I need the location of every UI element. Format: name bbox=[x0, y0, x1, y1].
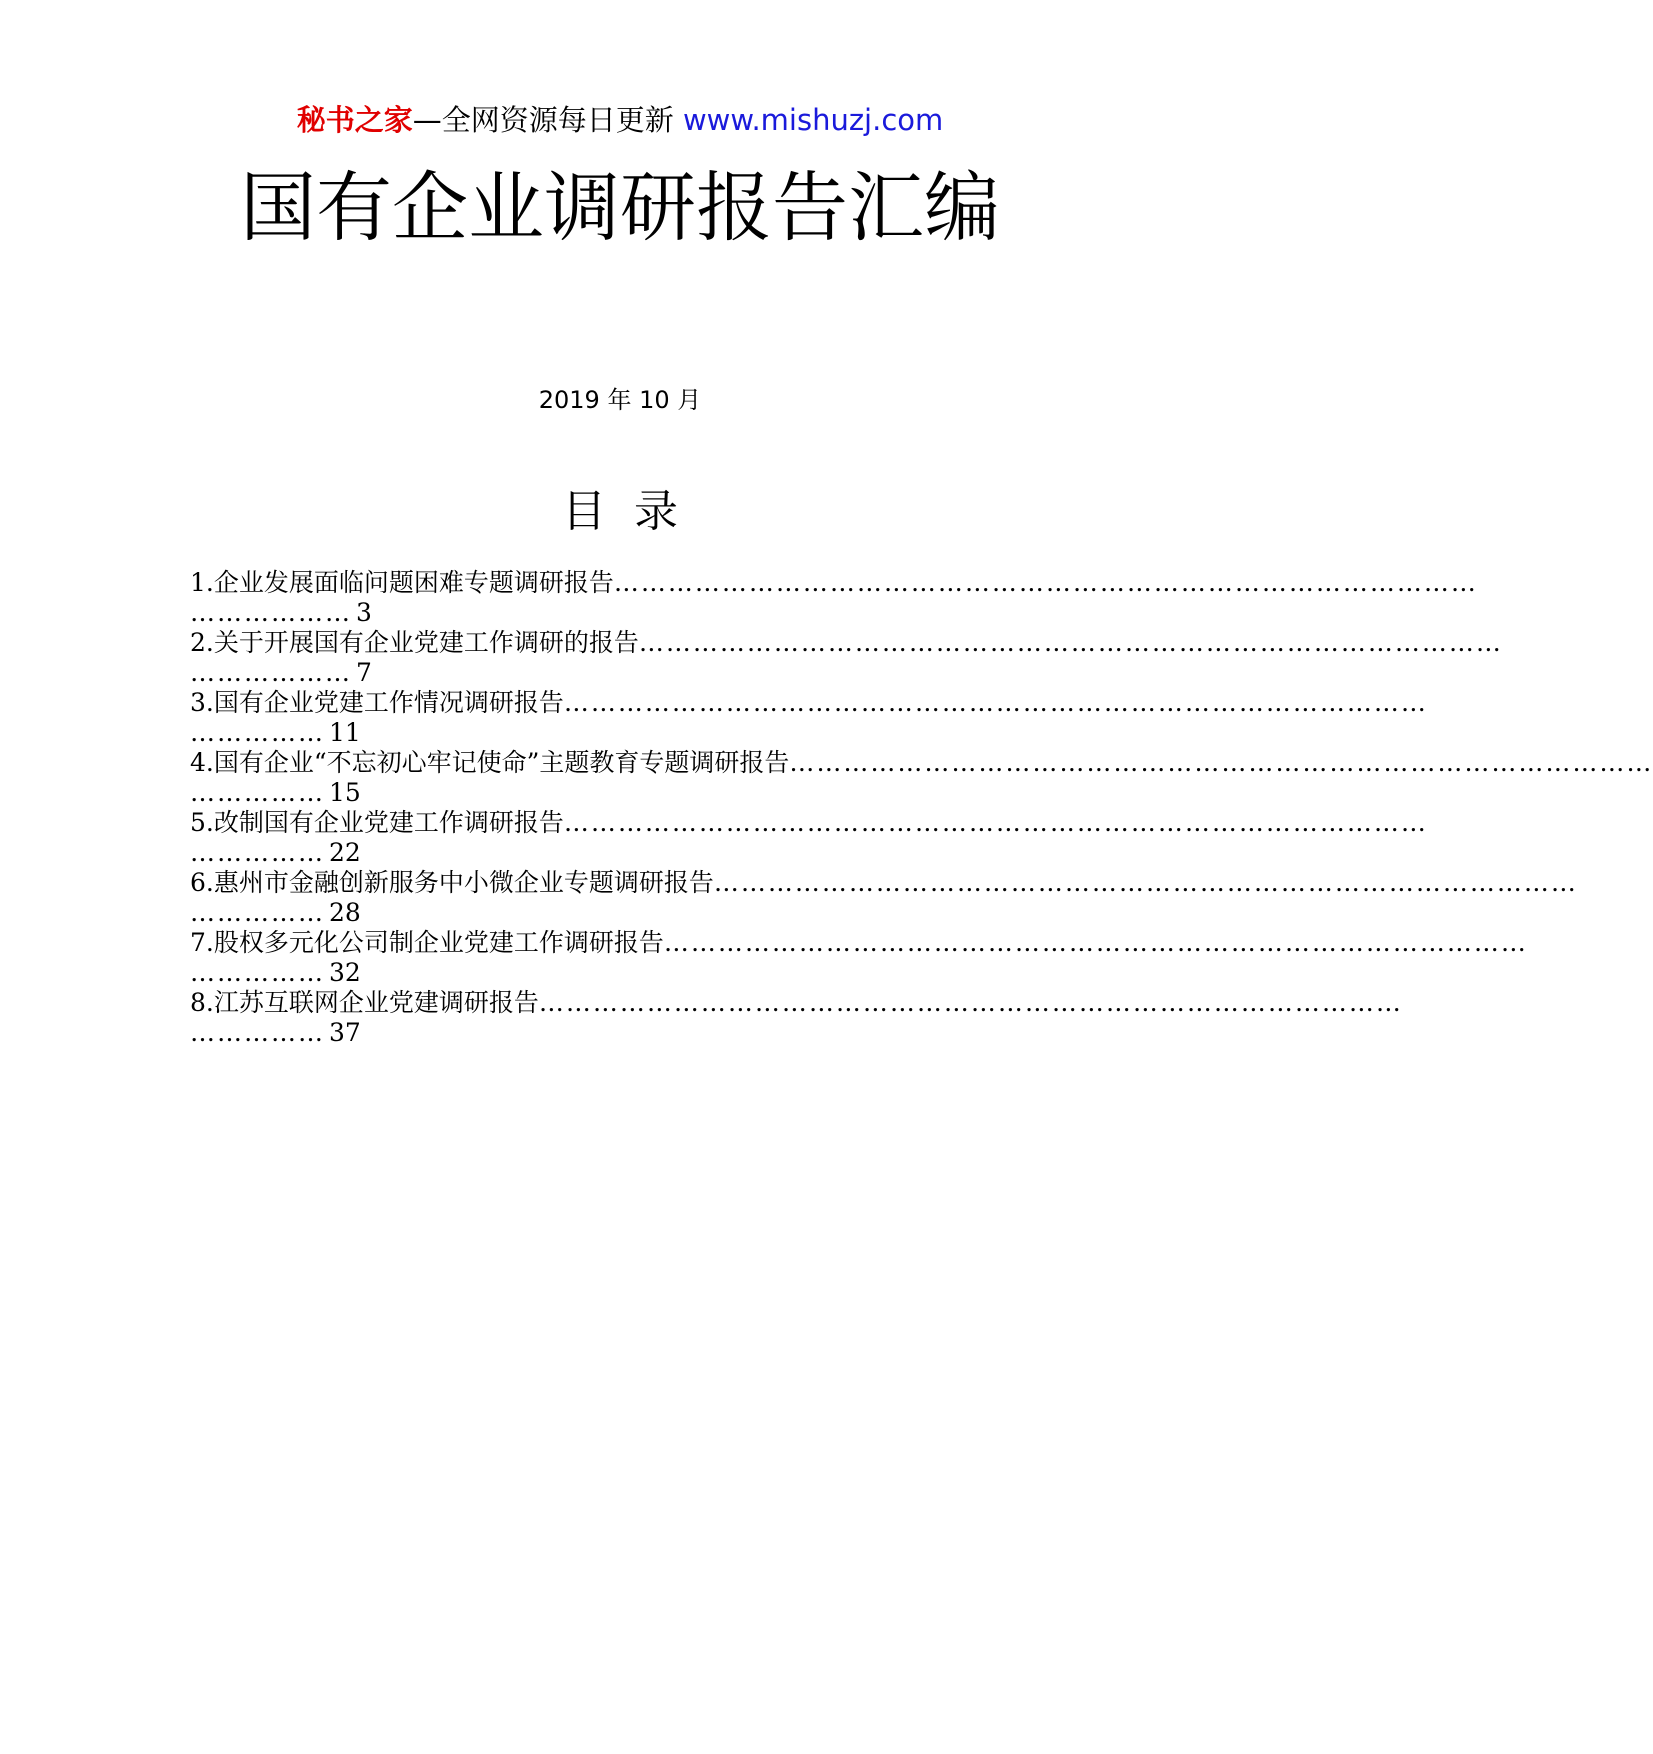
toc-item-continuation bbox=[190, 898, 1040, 928]
toc-item-page: 11 bbox=[329, 718, 361, 747]
toc-dot-leader: …………………………………………………………………………………… bbox=[563, 808, 1428, 837]
document-title: 国有企业调研报告汇编 bbox=[240, 163, 1000, 252]
toc-dot-leader: …………………………………………………………………………………… bbox=[638, 628, 1503, 657]
toc-dot-leader: …………………………………………………………………………………… bbox=[538, 988, 1403, 1017]
toc-item-title: 5.改制国有企业党建工作调研报告 bbox=[190, 808, 564, 837]
toc-item-page: 3 bbox=[356, 598, 372, 627]
site-brand: 秘书之家 bbox=[296, 103, 413, 137]
toc-item-page: 28 bbox=[329, 898, 361, 927]
toc-item-line bbox=[190, 748, 1653, 778]
toc-item-continuation bbox=[190, 958, 1040, 988]
toc-item-continuation bbox=[190, 1018, 1040, 1048]
toc-item-title: 6.惠州市金融创新服务中小微企业专题调研报告 bbox=[190, 868, 714, 897]
toc-dot-leader-continued: …………… bbox=[190, 958, 325, 987]
toc-dot-leader: …………………………………………………………………………………… bbox=[789, 748, 1653, 777]
toc-item-title: 8.江苏互联网企业党建调研报告 bbox=[190, 988, 539, 1017]
toc-item-title: 3.国有企业党建工作情况调研报告 bbox=[190, 688, 564, 717]
toc-item-line bbox=[190, 688, 1428, 718]
toc-item[interactable] bbox=[190, 868, 1578, 928]
toc-dot-leader-continued: ……………… bbox=[190, 658, 352, 687]
toc-item-continuation bbox=[190, 658, 1040, 688]
toc-item-title: 7.股权多元化公司制企业党建工作调研报告 bbox=[190, 928, 664, 957]
toc-dot-leader: …………………………………………………………………………………… bbox=[613, 568, 1478, 597]
toc-item-line bbox=[190, 868, 1578, 898]
document-date: 2019 年 10 月 bbox=[538, 386, 702, 414]
toc-item-title: 2.关于开展国有企业党建工作调研的报告 bbox=[190, 628, 639, 657]
toc-dot-leader-continued: …………… bbox=[190, 1018, 325, 1047]
toc-item[interactable] bbox=[190, 748, 1653, 808]
toc-item-continuation bbox=[190, 778, 1040, 808]
site-url-link[interactable]: www.mishuzj.com bbox=[682, 103, 944, 137]
site-header bbox=[0, 100, 1240, 140]
toc-item-continuation bbox=[190, 718, 1040, 748]
toc-item-title: 1.企业发展面临问题困难专题调研报告 bbox=[190, 568, 614, 597]
toc-item-line bbox=[190, 928, 1528, 958]
toc-item-line bbox=[190, 988, 1403, 1018]
toc-item[interactable] bbox=[190, 688, 1428, 748]
toc-item-line bbox=[190, 628, 1503, 658]
toc-item-line bbox=[190, 808, 1428, 838]
toc-item-page: 37 bbox=[329, 1018, 361, 1047]
toc-item[interactable] bbox=[190, 568, 1478, 628]
toc-item-page: 32 bbox=[329, 958, 361, 987]
toc-dot-leader: …………………………………………………………………………………… bbox=[563, 688, 1428, 717]
toc-item-page: 15 bbox=[329, 778, 361, 807]
toc-item-page: 22 bbox=[329, 838, 361, 867]
toc-item-continuation bbox=[190, 598, 1040, 628]
toc-item-title: 4.国有企业“不忘初心牢记使命”主题教育专题调研报告 bbox=[190, 748, 790, 777]
toc-dot-leader-continued: ……………… bbox=[190, 598, 352, 627]
toc-item[interactable] bbox=[190, 928, 1528, 988]
toc-item[interactable] bbox=[190, 628, 1503, 688]
toc-dot-leader-continued: …………… bbox=[190, 898, 325, 927]
toc-dot-leader-continued: …………… bbox=[190, 718, 325, 747]
toc-dot-leader-continued: …………… bbox=[190, 838, 325, 867]
toc-item[interactable] bbox=[190, 988, 1403, 1048]
toc-dot-leader: …………………………………………………………………………………… bbox=[713, 868, 1578, 897]
toc-item[interactable] bbox=[190, 808, 1428, 868]
toc-heading: 目录 bbox=[562, 486, 706, 537]
site-slogan: —全网资源每日更新 bbox=[412, 103, 674, 137]
toc-item-line bbox=[190, 568, 1478, 598]
toc-item-continuation bbox=[190, 838, 1040, 868]
table-of-contents bbox=[190, 568, 1653, 1048]
toc-dot-leader-continued: …………… bbox=[190, 778, 325, 807]
toc-item-page: 7 bbox=[356, 658, 372, 687]
toc-dot-leader: …………………………………………………………………………………… bbox=[663, 928, 1528, 957]
